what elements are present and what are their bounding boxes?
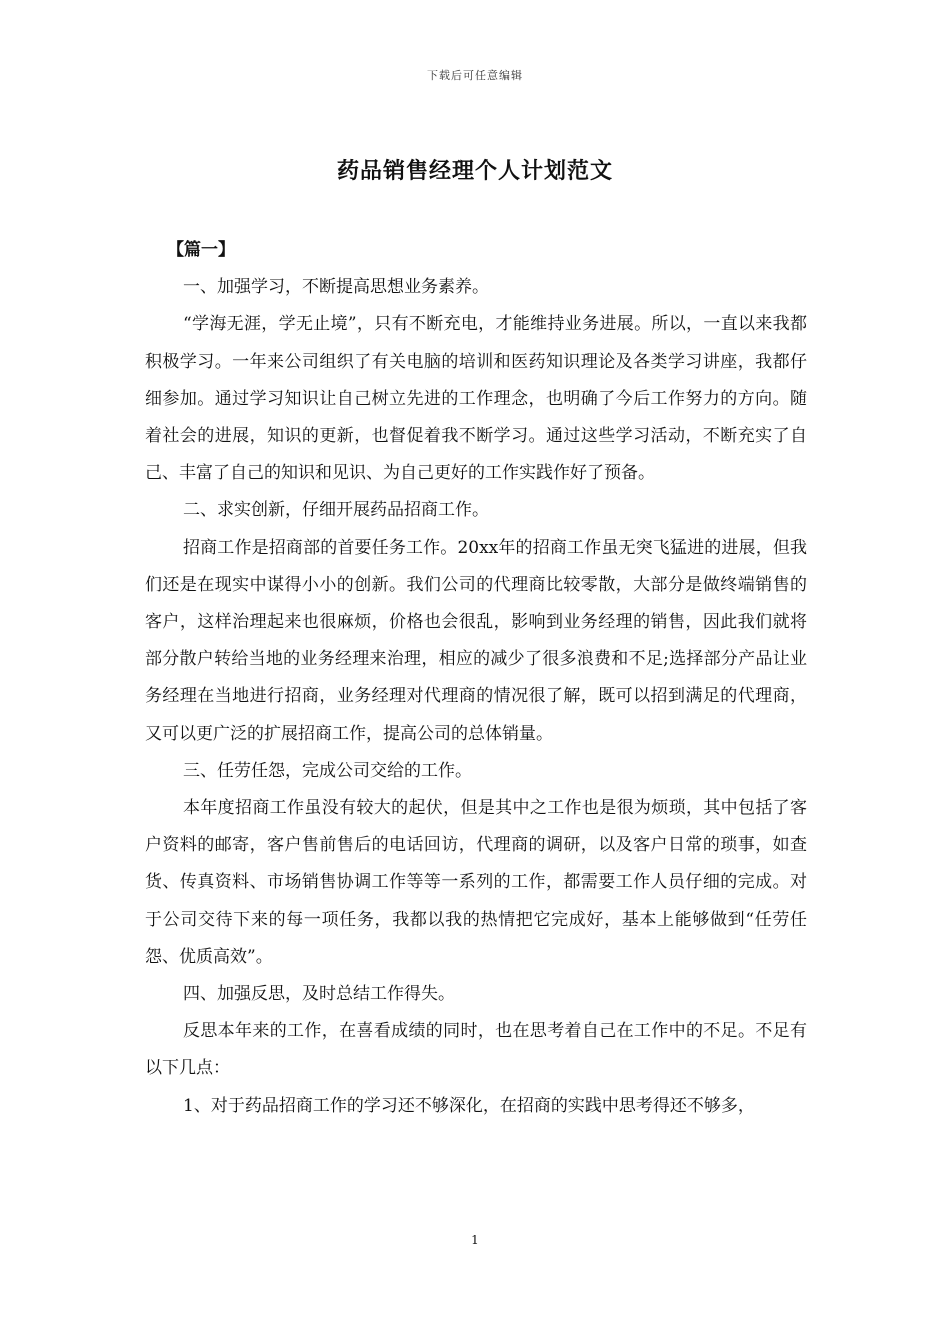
paragraph-2: 招商工作是招商部的首要任务工作。20xx年的招商工作虽无突飞猛进的进展，但我们还是在现实中谋得小小的创新。我们公司的代理商比较零散，大部分是做终端销售的客户，这样治理起来也很麻烦，价格也会很乱，影响到业务经理的销售，因此我们就将部分散户转给当地的业务经理来治理，相应的减少了很多浪费和不足;选择部分产品让业务经理在当地进行招商，业务经理对代理商的情况很了解，既可以招到满足的代理商，又可以更广泛的扩展招商工作，提高公司的总体销量。: [145, 537, 807, 744]
paragraph-4: 反思本年来的工作，在喜看成绩的同时，也在思考着自己在工作中的不足。不足有以下几点：: [145, 1021, 807, 1079]
document-body: [145, 232, 807, 1125]
section-heading-4: 四、加强反思，及时总结工作得失。: [183, 984, 455, 1005]
section-heading-3: 三、任劳任怨，完成公司交给的工作。: [183, 760, 472, 781]
document-title: 药品销售经理个人计划范文: [336, 158, 613, 184]
list-item-1: 1、对于药品招商工作的学习还不够深化，在招商的实践中思考得还不够多，: [183, 1095, 755, 1116]
paragraph-1: “学海无涯，学无止境”，只有不断充电，才能维持业务进展。所以，一直以来我都积极学习。一年来公司组织了有关电脑的培训和医药知识理论及各类学习讲座，我都仔细参加。通过学习知识让自己树立先进的工作理念，也明确了今后工作努力的方向。随着社会的进展，知识的更新，也督促着我不断学习。通过这些学习活动，不断充实了自己、丰富了自己的知识和见识、为自己更好的工作实践作好了预备。: [145, 314, 807, 484]
section-heading-1: 一、加强学习，不断提高思想业务素养。: [183, 277, 489, 298]
page-number: 1: [471, 1233, 479, 1247]
section-heading-2: 二、求实创新，仔细开展药品招商工作。: [183, 500, 489, 521]
part-label: 【篇一】: [167, 240, 235, 260]
page-header-note: 下载后可任意编辑: [427, 69, 523, 82]
paragraph-3: 本年度招商工作虽没有较大的起伏，但是其中之工作也是很为烦琐，其中包括了客户资料的邮寄，客户售前售后的电话回访，代理商的调研，以及客户日常的琐事，如查货、传真资料、市场销售协调工作等等一系列的工作，都需要工作人员仔细的完成。对于公司交待下来的每一项任务，我都以我的热情把它完成好，基本上能够做到“任劳任怨、优质高效”。: [145, 798, 807, 967]
